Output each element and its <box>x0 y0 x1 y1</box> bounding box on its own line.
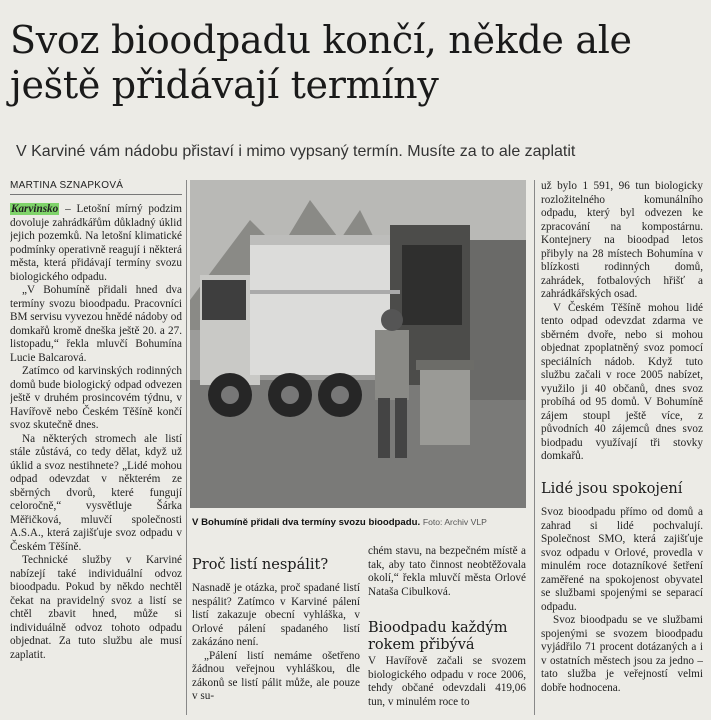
photo-credit: Foto: Archiv VLP <box>422 517 487 527</box>
subheading-burning: Proč listí nespálit? <box>192 557 329 573</box>
article-column-3a <box>541 180 703 472</box>
paragraph: Nasnadě je otázka, proč spadané listí nespálit? Zatímco v Karviné pálení listí zakazuje obecní vyhláška, v Orlové pálení spadaného listí zakázáno není. <box>192 582 360 648</box>
subheading-satisfied: Lidé jsou spokojení <box>541 481 683 497</box>
paragraph: Svoz bioodpadu přímo od domů a zahrad si lidé pochvalují. Společnost SMO, která zajišťuje svoz odpadu v Orlové, provedla v minulém roce dotazníkové šetření zaměřené na spokojenost obyvatel se službami spojenými se separací odpadu. <box>541 506 703 613</box>
garbage-truck-photo <box>190 180 526 508</box>
paragraph: Technické služby v Karviné nabízejí také individuální odvoz bioodpadu. Pokud by někdo nechtěl čekat na pravidelný svoz a listí se chtěl zbavit hned, může si individuálně odvoz tohoto odpadu objednat. Za tuto službu ale musí zaplatit. <box>10 554 182 661</box>
paragraph: Na některých stromech ale listí stále zůstává, co tedy dělat, když už úklid a svoz nestihnete? „Lidé mohou odpad odevzdat v některém ze sběrných dvorů, které fungují celoročně,“ vysvětluje Šárka Měřičková, mluvčí společnosti A.S.A., která zajišťuje svoz odpadu v Českém Těšíně. <box>10 432 182 553</box>
column-divider <box>534 180 535 715</box>
subheadline: V Karviné vám nádobu přistaví i mimo vypsaný termín. Musíte za to ale zaplatit <box>16 143 576 160</box>
article-column-3b <box>541 506 703 716</box>
subheading-growth: Bioodpadu každým rokem přibývá <box>368 620 508 653</box>
photo-caption <box>192 516 526 529</box>
article-column-2c <box>368 655 526 717</box>
article-column-2b <box>368 545 526 613</box>
paragraph: Svoz bioodpadu se ve službami spojenými se svozem bioodpadu vyjádřilo 71 procent dotázaných a i v ostatních městech jsou za jedno – tato služba je veřejností velmi dobře hodnocena. <box>541 614 703 694</box>
paragraph: „V Bohumíně přidali hned dva termíny svozu bioodpadu. Pracovníci BM servisu vyvezou hnědé nádoby od domkařů kromě dneška ještě 20. a 27. listopadu,“ řekla mluvčí Bohumína Lucie Balcarová. <box>10 284 182 364</box>
paragraph: V Havířově začali se svozem biologického odpadu v roce 2006, tehdy občané odevzdali 419,06 tun, v minulém roce to <box>368 655 526 708</box>
paragraph: chém stavu, na bezpečném místě a tak, aby tato činnost neobtěžovala okolí,“ řekla mluvčí města Orlové Nataša Cibulková. <box>368 545 526 598</box>
paragraph: už bylo 1 591, 96 tun biologicky rozložitelného komunálního odpadu, který byl odvezen ke zpracování na kompostárnu. Kontejnery na bioodpad letos přibyly na 28 místech Bohumína v blízkosti rodinných domů, zahrádek, fotbalových hřišť a zahrádkářských osad. <box>541 180 703 300</box>
byline: MARTINA SZNAPKOVÁ <box>10 180 182 195</box>
paragraph-text: – Letošní mírný podzim dovoluje zahrádkářům důkladný úklid jejich pozemků. Na letošní klimatické podmínky operativně reagují i některá města, která přidávají termíny svozu biologického odpadu. <box>10 203 182 283</box>
caption-text: V Bohumíně přidali dva termíny svozu bioodpadu. <box>192 517 421 528</box>
column-divider <box>186 180 187 715</box>
paragraph: Zatímco od karvinských rodinných domů bude biologický odpad odvezen ještě v druhém prosincovém týdnu, v Havířově nebo Českém Těšíně končí svoz skutečně dnes. <box>10 365 182 431</box>
paragraph: „Pálení listí nemáme ošetřeno žádnou veřejnou vyhláškou, dle zákonů se listí pálit může, ale pouze v su- <box>192 649 360 702</box>
paragraph: V Českém Těšíně mohou lidé tento odpad odevzdat zdarma ve sběrném dvoře, nebo si mohou objednat zpoplatněný svoz pomocí speciálních nádob. Když tuto službu začali v roce 2005 nabízet, využilo ji 40 občanů, dnes svoz probíhá od 95 domů. V Bohumíně zájem stoupl ještě více, z původních 40 zájemců dnes svoz biodpadu využívají tři stovky domkařů. <box>541 301 703 462</box>
paragraph <box>10 203 182 284</box>
lead-place-highlight: Karvinsko <box>11 203 59 215</box>
article-column-1 <box>10 203 182 713</box>
article-column-2a <box>192 582 360 718</box>
headline: Svoz bioodpadu končí, někde ale ještě přidávají termíny <box>10 18 632 107</box>
